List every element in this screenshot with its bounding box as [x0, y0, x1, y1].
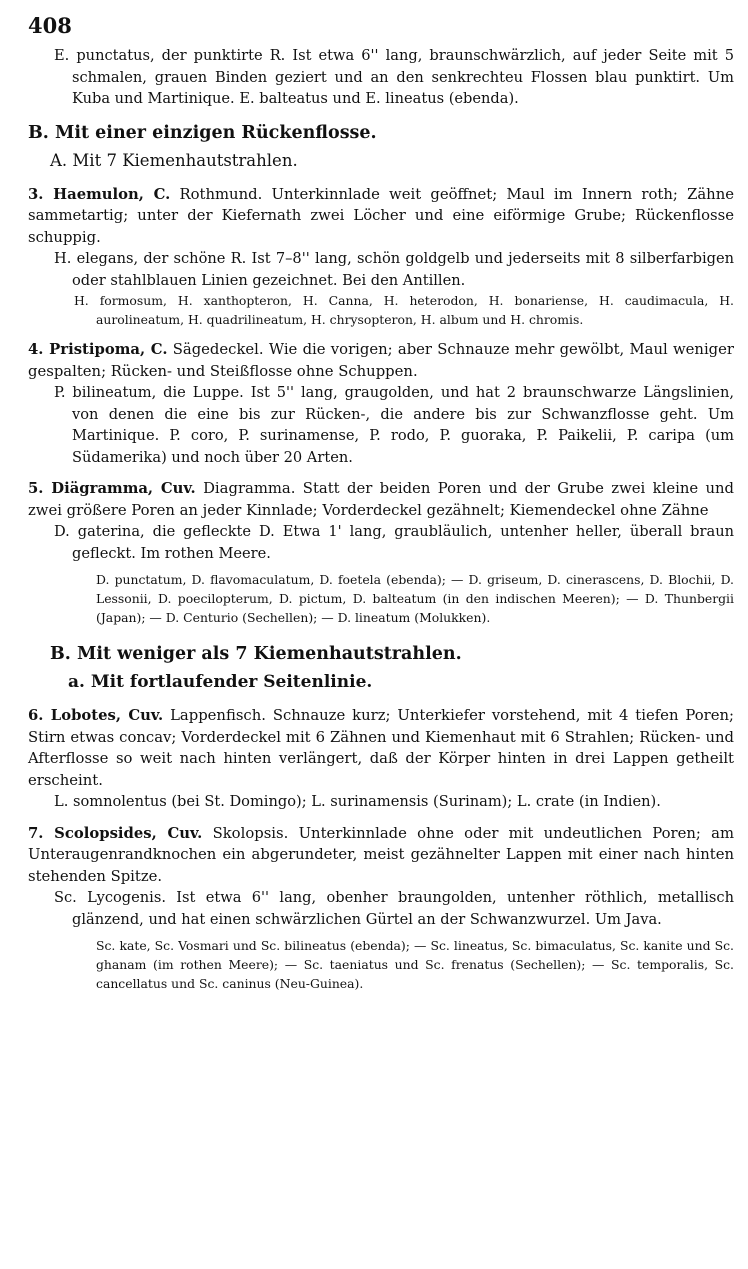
paragraph-b01: [28, 45, 734, 110]
paragraph-text: Sägedeckel. Wie die vorigen; aber Schnauze mehr gewölbt, Maul weniger gespalten; Rücken- und Steißflosse ohne Schuppen.: [28, 341, 734, 380]
paragraph-text: E. punctatus, der punktirte R. Ist etwa 6'' lang, braunschwärzlich, auf jeder Seite mit 5 schmalen, grauen Binden geziert und an den senkrechteu Flossen blau punktirt. Um Kuba und Martinique. E. balteatus und E. lineatus (ebenda).: [54, 47, 734, 108]
genus-heading: 7. Scolopsides, Cuv.: [28, 824, 203, 842]
genus-heading: 4. Pristipoma, C.: [28, 341, 168, 359]
paragraph-b05: [28, 248, 734, 291]
paragraph-b15: [28, 791, 734, 813]
paragraph-text: Sc. Lycogenis. Ist etwa 6'' lang, obenher braungolden, untenher röthlich, metallisch glänzend, und hat einen schwärzlichen Gürtel an der Schwanzwurzel. Um Java.: [54, 889, 734, 928]
paragraph-b06: [28, 291, 734, 329]
paragraph-text: Lappenfisch. Schnauze kurz; Unterkiefer vorstehend, mit 4 tiefen Poren; Stirn etwas concav; Vorderdeckel mit 6 Zähnen und Kiemenhaut mit 6 Strahlen; Rücken- und Afterflosse so weit nach hinten verlängert, daß der Körper hinten in drei Lappen getheilt erscheint.: [28, 707, 734, 789]
paragraph-b16: [28, 823, 734, 888]
paragraph-text: a. Mit fortlaufender Seitenlinie.: [68, 672, 373, 693]
paragraph-text: L. somnolentus (bei St. Domingo); L. surinamensis (Surinam); L. crate (in Indien).: [54, 793, 661, 811]
paragraph-text: Skolopsis. Unterkinnlade ohne oder mit undeutlichen Poren; am Unteraugenrandknochen ein abgerundeter, meist gezähnelter Lappen mit einer nach hinten stehenden Spitze.: [28, 824, 734, 885]
page-content: [28, 45, 734, 993]
genus-heading: 5. Diägramma, Cuv.: [28, 480, 196, 498]
paragraph-b03: [28, 148, 734, 174]
paragraph-text: B. Mit einer einzigen Rückenflosse.: [28, 122, 377, 143]
paragraph-text: P. bilineatum, die Luppe. Ist 5'' lang, graugolden, und hat 2 braunschwarze Längslinien, von denen die eine bis zur Rücken-, die andere bis zur Schwanzflosse geht. Um Martinique. P. coro, P. surinamense, P. rodo, P. guoraka, P. Paikelii, P. caripa (um Südamerika) und noch über 20 Arten.: [54, 384, 734, 466]
paragraph-text: D. punctatum, D. flavomaculatum, D. foetela (ebenda); — D. griseum, D. cinerascens, D. Blochii, D. Lessonii, D. poecilopterum, D. pictum, D. balteatum (in den indischen Meeren); — D. Thunbergii (Japan); — D. Centurio (Sechellen); — D. lineatum (Molukken).: [96, 572, 734, 626]
paragraph-b08: [28, 382, 734, 468]
paragraph-text: H. formosum, H. xanthopteron, H. Canna, H. heterodon, H. bonariense, H. caudimacula, H. aurolineatum, H. quadrilineatum, H. chrysopteron, H. album und H. chromis.: [74, 293, 734, 328]
paragraph-b02: [28, 120, 734, 146]
paragraph-text: Diagramma. Statt der beiden Poren und der Grube zwei kleine und zwei größere Poren an jeder Kinnlade; Vorderdeckel gezähnelt; Kiemendeckel ohne Zähne: [28, 480, 734, 519]
paragraph-b09: [28, 478, 734, 521]
paragraph-b07: [28, 339, 734, 382]
paragraph-b12: [28, 641, 734, 667]
paragraph-b10: [28, 521, 734, 564]
paragraph-text: B. Mit weniger als 7 Kiemenhautstrahlen.: [50, 644, 462, 665]
paragraph-b17: [28, 887, 734, 930]
page-number: 408: [28, 13, 72, 38]
paragraph-text: H. elegans, der schöne R. Ist 7–8'' lang, schön goldgelb und jederseits mit 8 silberfarbigen oder stahlblauen Linien gezeichnet. Bei den Antillen.: [54, 250, 734, 289]
genus-heading: 6. Lobotes, Cuv.: [28, 707, 164, 725]
paragraph-text: Sc. kate, Sc. Vosmari und Sc. bilineatus (ebenda); — Sc. lineatus, Sc. bimaculatus, Sc. kanite und Sc. ghanam (im rothen Meere); — Sc. taeniatus und Sc. frenatus (Sechellen); — Sc. temporalis, Sc. cancellatus und Sc. caninus (Neu-Guinea).: [96, 938, 734, 992]
paragraph-text: Rothmund. Unterkinnlade weit geöffnet; Maul im Innern roth; Zähne sammetartig; unter der Kiefernath zwei Löcher und eine eiförmige Grube; Rückenflosse schuppig.: [28, 185, 734, 246]
paragraph-b18: [28, 936, 734, 993]
paragraph-b14: [28, 705, 734, 791]
paragraph-b11: [28, 570, 734, 627]
paragraph-b04: [28, 184, 734, 249]
paragraph-b13: [28, 669, 734, 695]
genus-heading: 3. Haemulon, C.: [28, 185, 171, 203]
paragraph-text: D. gaterina, die gefleckte D. Etwa 1' lang, graubläulich, untenher heller, überall braun gefleckt. Im rothen Meere.: [54, 523, 734, 562]
paragraph-text: A. Mit 7 Kiemenhautstrahlen.: [50, 150, 298, 170]
